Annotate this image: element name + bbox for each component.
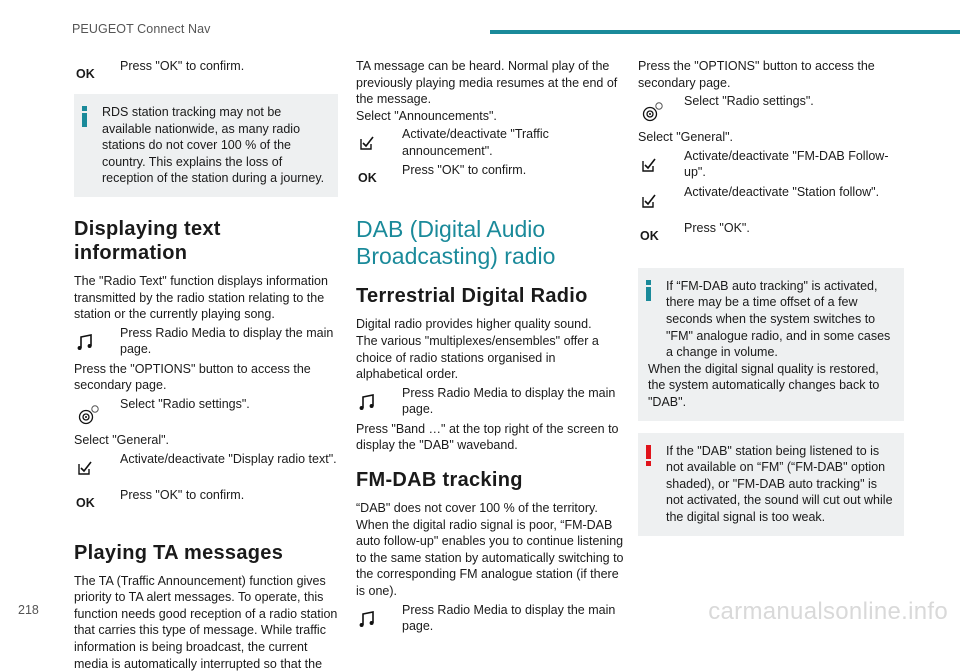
step-text: Activate/deactivate "Display radio text". bbox=[120, 451, 337, 466]
station-follow-step bbox=[638, 184, 904, 218]
column-1 bbox=[74, 58, 338, 672]
paragraph: Press the "OPTIONS" button to access the secondary page. bbox=[74, 361, 311, 393]
ok-step bbox=[638, 220, 904, 254]
note-text: When the digital signal quality is restored, the system automatically changes back to "DAB". bbox=[648, 361, 880, 409]
step-text: Select "Radio settings". bbox=[684, 94, 814, 109]
music-note-icon bbox=[358, 610, 390, 632]
step-text: Select "Radio settings". bbox=[120, 396, 250, 411]
step-text: Press "OK". bbox=[684, 220, 750, 235]
note-text: If “FM-DAB auto tracking" is activated, there may be a time offset of a few seconds when the system switches to "FM" analogue radio, and in some cases a change in volume. bbox=[666, 278, 891, 360]
paragraph: Select "General". bbox=[638, 130, 734, 145]
warning-icon bbox=[646, 445, 651, 466]
step-text: Press Radio Media to display the main page. bbox=[120, 325, 334, 357]
column-2 bbox=[356, 58, 624, 638]
heading-playing-ta: Playing TA messages bbox=[74, 541, 284, 564]
media-step bbox=[356, 602, 624, 636]
ok-label: OK bbox=[76, 67, 95, 81]
warning-note bbox=[638, 433, 904, 536]
heading-fm-dab-tracking: FM-DAB tracking bbox=[356, 468, 523, 491]
info-note bbox=[638, 268, 904, 421]
page-number: 218 bbox=[18, 603, 39, 617]
step-text: Press Radio Media to display the main page. bbox=[402, 602, 616, 634]
fm-dab-follow-step bbox=[638, 148, 904, 182]
ok-label: OK bbox=[640, 228, 659, 243]
display-radio-text-step bbox=[74, 451, 338, 485]
ok-step bbox=[356, 162, 624, 196]
paragraph: The various "multiplexes/ensembles" offer a choice of radio stations organised in alphabetical order. bbox=[356, 333, 599, 382]
info-icon bbox=[646, 280, 651, 301]
radio-settings-icon bbox=[640, 101, 672, 123]
paragraph: Select "General". bbox=[74, 432, 170, 447]
paragraph: Digital radio provides higher quality sound. bbox=[356, 317, 592, 332]
step-text: Press Radio Media to display the main page. bbox=[402, 385, 616, 417]
media-step bbox=[356, 385, 624, 419]
step-text: Press "OK" to confirm. bbox=[402, 163, 527, 178]
checkbox-icon bbox=[640, 156, 672, 178]
radio-settings-step bbox=[74, 396, 338, 430]
step-text: Press "OK" to confirm. bbox=[120, 487, 245, 502]
step-text: Press "OK" to confirm. bbox=[120, 59, 245, 73]
ok-step bbox=[74, 58, 338, 92]
info-note bbox=[74, 94, 338, 197]
header-title: PEUGEOT Connect Nav bbox=[72, 22, 211, 36]
ok-label: OK bbox=[76, 495, 95, 510]
heading-displaying-text: Displaying text information bbox=[74, 217, 221, 264]
header-accent-bar bbox=[490, 30, 960, 34]
paragraph: The "Radio Text" function displays information transmitted by the radio station relating to the station or the currently playing song. bbox=[74, 273, 328, 322]
checkbox-icon bbox=[358, 134, 390, 156]
column-3 bbox=[638, 58, 904, 542]
paragraph: TA message can be heard. Normal play of the previously playing media resumes at the end of the message. bbox=[356, 59, 618, 107]
paragraph: The TA (Traffic Announcement) function gives priority to TA alert messages. To operate, this function needs good reception of a radio station that carries this type of message. While traffic information is being broadcast, the current media is automatically interrupted so that the bbox=[74, 573, 338, 671]
paragraph: “DAB" does not cover 100 % of the territory. bbox=[356, 500, 598, 515]
step-text: Activate/deactivate "Station follow". bbox=[684, 184, 880, 199]
checkbox-icon bbox=[640, 192, 672, 214]
media-step bbox=[74, 325, 338, 359]
note-text: If the "DAB" station being listened to is not available on “FM” (“FM-DAB" option shaded), or "FM-DAB auto tracking" is not activated, the sound will cut out while the digital signal is too weak. bbox=[666, 443, 893, 524]
watermark: carmanualsonline.info bbox=[708, 598, 948, 625]
step-text: Activate/deactivate "FM-DAB Follow-up". bbox=[684, 148, 889, 180]
note-text: RDS station tracking may not be available nationwide, as many radio stations do not cover 100 % of the country. This explains the loss of reception of the station during a journey. bbox=[102, 105, 325, 186]
paragraph: Press "Band …" at the top right of the screen to display the "DAB" waveband. bbox=[356, 421, 619, 453]
music-note-icon bbox=[76, 333, 108, 355]
paragraph: Select "Announcements". bbox=[356, 108, 497, 123]
traffic-announcement-step bbox=[356, 126, 624, 160]
heading-terrestrial-digital-radio: Terrestrial Digital Radio bbox=[356, 285, 588, 308]
ok-label: OK bbox=[358, 171, 377, 186]
paragraph: When the digital radio signal is poor, “FM-DAB auto follow-up" enables you to continue listening to the same station by automatically switching to the corresponding FM analogue station (if there is one). bbox=[356, 517, 624, 598]
music-note-icon bbox=[358, 393, 390, 415]
paragraph: Press the "OPTIONS" button to access the secondary page. bbox=[638, 59, 875, 90]
ok-step bbox=[74, 487, 338, 521]
radio-settings-step bbox=[638, 93, 904, 127]
radio-settings-icon bbox=[76, 404, 108, 426]
step-text: Activate/deactivate "Traffic announcement". bbox=[402, 127, 549, 158]
info-icon bbox=[82, 106, 87, 127]
heading-dab-radio: DAB (Digital Audio Broadcasting) radio bbox=[356, 216, 556, 270]
checkbox-icon bbox=[76, 459, 108, 481]
